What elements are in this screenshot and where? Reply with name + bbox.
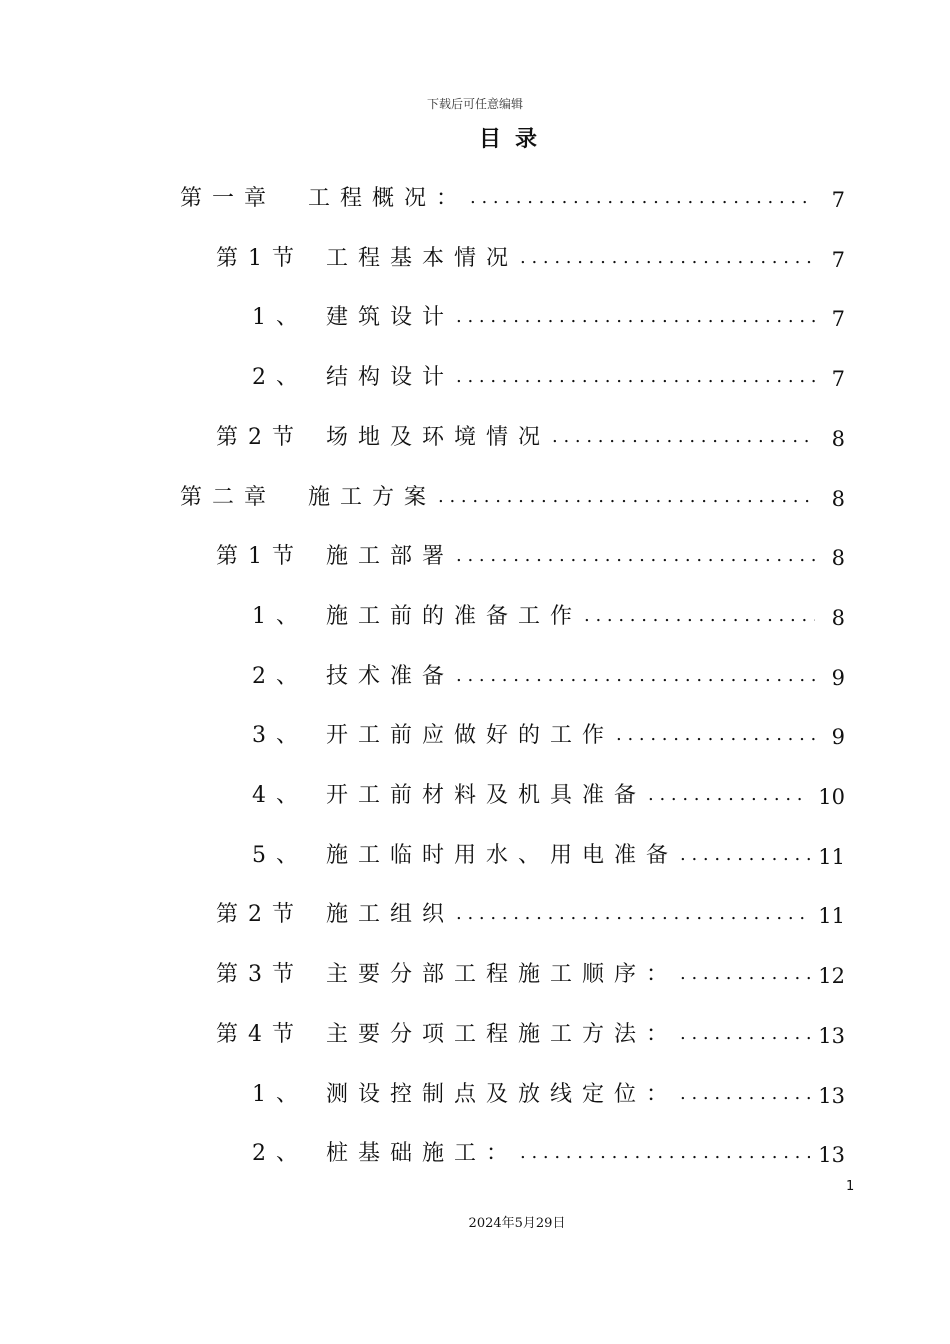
toc-entry-title: 主要分部工程施工顺序：: [326, 962, 679, 988]
toc-entry-page: 8: [831, 426, 845, 451]
toc-leader-dots: [456, 656, 815, 690]
toc-leader-dots: [438, 477, 815, 511]
toc-entry[interactable]: [216, 417, 845, 451]
toc-entry-page: 8: [831, 605, 845, 630]
toc-entry-page: 7: [831, 307, 845, 332]
toc-entry-title: 结构设计: [326, 365, 455, 391]
toc-leader-dots: [456, 297, 815, 331]
toc-entry[interactable]: [180, 477, 845, 511]
toc-entry[interactable]: [252, 775, 845, 809]
toc-leader-dots: [456, 357, 815, 391]
toc-entry[interactable]: [252, 656, 845, 690]
toc-entry-title: 建筑设计: [326, 305, 455, 331]
toc-entry-title: 场地及环境情况: [326, 424, 551, 450]
toc-leader-dots: [648, 775, 810, 809]
toc-entry-title: 工程概况：: [308, 186, 469, 211]
page-number: 1: [846, 1179, 855, 1194]
toc-entry-number: 第一章: [180, 186, 277, 211]
toc-leader-dots: [520, 1133, 810, 1167]
toc-entry-page: 7: [831, 188, 845, 212]
toc-entry[interactable]: [252, 596, 845, 630]
toc-entry-number: 1、: [252, 305, 308, 331]
toc-leader-dots: [680, 1014, 810, 1048]
toc-entry-title: 桩基础施工：: [326, 1141, 519, 1167]
toc-entry[interactable]: [252, 1074, 845, 1108]
toc-entry-page: 13: [818, 1023, 845, 1048]
toc-entry-page: 11: [818, 904, 845, 929]
toc-entry-number: 2、: [252, 365, 308, 391]
toc-entry-number: 第二章: [180, 484, 277, 510]
toc-entry-page: 10: [818, 785, 845, 809]
toc-entry[interactable]: [180, 178, 845, 212]
toc-entry-title: 开工前材料及机具准备: [326, 783, 647, 808]
toc-entry-number: 2、: [252, 663, 308, 689]
toc-entry[interactable]: [252, 297, 845, 331]
toc-entry[interactable]: [216, 536, 845, 570]
toc-entry-number: 第1节: [216, 245, 304, 271]
toc-entry-title: 工程基本情况: [326, 245, 519, 271]
toc-entry-page: 9: [831, 665, 845, 690]
toc-entry-number: 5、: [252, 842, 308, 868]
toc-entry[interactable]: [252, 1133, 845, 1167]
toc-entry[interactable]: [252, 835, 845, 869]
toc-leader-dots: [680, 1074, 810, 1108]
footer-date: 2024年5月29日: [468, 1216, 566, 1231]
toc-entry-number: 第2节: [216, 424, 304, 450]
toc-entry-number: 4、: [252, 783, 308, 808]
toc-leader-dots: [456, 536, 815, 570]
toc-entry-number: 3、: [252, 723, 308, 749]
toc-entry[interactable]: [252, 715, 845, 749]
toc-entry-title: 技术准备: [326, 663, 455, 689]
toc-entry-title: 施工部署: [326, 544, 455, 570]
toc-entry[interactable]: [252, 357, 845, 391]
toc-entry-number: 第3节: [216, 962, 304, 988]
page-header-note: 下载后可任意编辑: [426, 97, 523, 111]
toc-entry-title: 施工前的准备工作: [326, 603, 583, 629]
toc-leader-dots: [552, 417, 815, 451]
toc-entry-page: 8: [831, 546, 845, 571]
toc-entry-page: 12: [818, 964, 845, 989]
toc-entry[interactable]: [216, 238, 845, 272]
toc-entry-page: 7: [831, 367, 845, 392]
toc-entry-title: 施工组织: [326, 902, 455, 928]
toc-leader-dots: [584, 596, 815, 630]
toc-entry-number: 第2节: [216, 902, 304, 928]
toc-entry-title: 开工前应做好的工作: [326, 723, 615, 749]
toc-leader-dots: [470, 178, 815, 212]
toc-leader-dots: [680, 835, 810, 869]
toc-entry-number: 2、: [252, 1141, 308, 1167]
toc-entry-page: 7: [831, 247, 845, 272]
toc-entry-page: 8: [831, 486, 845, 511]
toc-leader-dots: [616, 715, 815, 749]
toc-entry-page: 9: [831, 725, 845, 750]
toc-entry-title: 测设控制点及放线定位：: [326, 1081, 679, 1107]
toc-entry-page: 13: [818, 1083, 845, 1108]
toc-entry-page: 13: [818, 1143, 845, 1168]
toc-leader-dots: [456, 894, 810, 928]
toc-entry-title: 施工临时用水、用电准备: [326, 842, 679, 868]
toc-entry[interactable]: [216, 894, 845, 928]
toc-entry[interactable]: [216, 1014, 845, 1048]
toc-entry[interactable]: [216, 954, 845, 988]
toc-leader-dots: [520, 238, 815, 272]
toc-entry-page: 11: [818, 844, 845, 869]
toc-entry-number: 第4节: [216, 1021, 304, 1047]
toc-entry-title: 施工方案: [308, 484, 437, 510]
toc-entry-title: 主要分项工程施工方法：: [326, 1021, 679, 1047]
toc-leader-dots: [680, 954, 810, 988]
toc-entry-number: 第1节: [216, 544, 304, 570]
toc-entry-number: 1、: [252, 603, 308, 629]
toc-entry-number: 1、: [252, 1081, 308, 1107]
toc-title: 目录: [478, 127, 551, 152]
